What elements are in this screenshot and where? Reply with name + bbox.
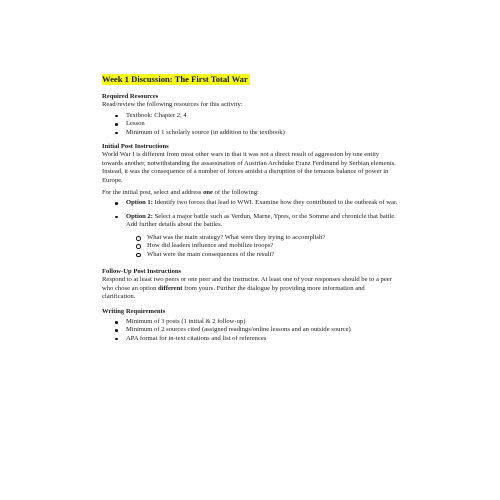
document-title: Week 1 Discussion: The First Total War — [102, 74, 248, 84]
option-2-text: Select a major battle such as Verdun, Marne, Ypres, or the Somme and chronicle that battle. Add further details about the battles. — [126, 212, 396, 229]
follow-up-text-post: from yours. Further the dialogue by providing more information and clarification. — [102, 284, 365, 301]
follow-up-paragraph — [102, 276, 398, 301]
option-2-sublist — [126, 234, 398, 259]
list-item: Minimum of 2 sources cited (assigned readings/online lessons and an outside source) — [102, 326, 398, 334]
sublist-item: How did leaders influence and mobilize troops? — [126, 242, 398, 250]
select-text-emphasis: one — [203, 189, 213, 197]
writing-requirements-heading: Writing Requirements — [102, 307, 166, 315]
list-item: Minimum of 1 scholarly source (in addition to the textbook) — [102, 129, 398, 137]
follow-up-text-emphasis: different — [158, 284, 183, 292]
document-page — [102, 74, 398, 343]
options-list — [102, 199, 398, 258]
option-1-item — [102, 199, 398, 207]
follow-up-heading: Follow-Up Post Instructions — [102, 267, 182, 275]
initial-post-paragraph: World War I is different from most other wars in that it was not a direct result of aggression by one entity towards another, notwithstanding the assassination of Austrian Archduke Franz Ferdinand by Serbian elements. Instead, it was the consequence of a number of forces amidst a disruption of the tenuous balance of power in Europe. — [102, 151, 396, 184]
list-item: APA format for in-text citations and list of references — [102, 335, 398, 343]
sublist-item: What was the main strategy? What were they trying to accomplish? — [126, 234, 398, 242]
sublist-item: What were the main consequences of the result? — [126, 251, 398, 259]
option-1-label: Option 1: — [126, 199, 153, 207]
initial-post-heading: Initial Post Instructions — [102, 143, 169, 151]
writing-requirements-list — [102, 318, 398, 343]
follow-up-text-pre: Respond to at least two peers or one peer and the instructor. At least one of your responses should be to a peer who chose an option — [102, 276, 392, 292]
option-2-label: Option 2: — [126, 212, 153, 220]
list-item: Lesson — [102, 120, 398, 128]
title-row — [102, 74, 398, 85]
required-resources-heading: Required Resources — [102, 93, 159, 100]
option-2-item — [102, 213, 398, 259]
required-resources-list — [102, 112, 398, 137]
list-item: Textbook: Chapter 2, 4 — [102, 112, 398, 120]
option-1-text: Identify two forces that lead to WWI. Examine how they contributed to the outbreak of war. — [152, 199, 398, 207]
list-item: Minimum of 3 posts (1 initial & 2 follow-up) — [102, 318, 398, 326]
select-text-pre: For the initial post, select and address — [102, 189, 204, 197]
required-resources-intro: Read/review the following resources for this activity: — [102, 101, 243, 109]
select-text-post: of the following: — [212, 189, 259, 197]
initial-post-select-line — [102, 189, 398, 197]
